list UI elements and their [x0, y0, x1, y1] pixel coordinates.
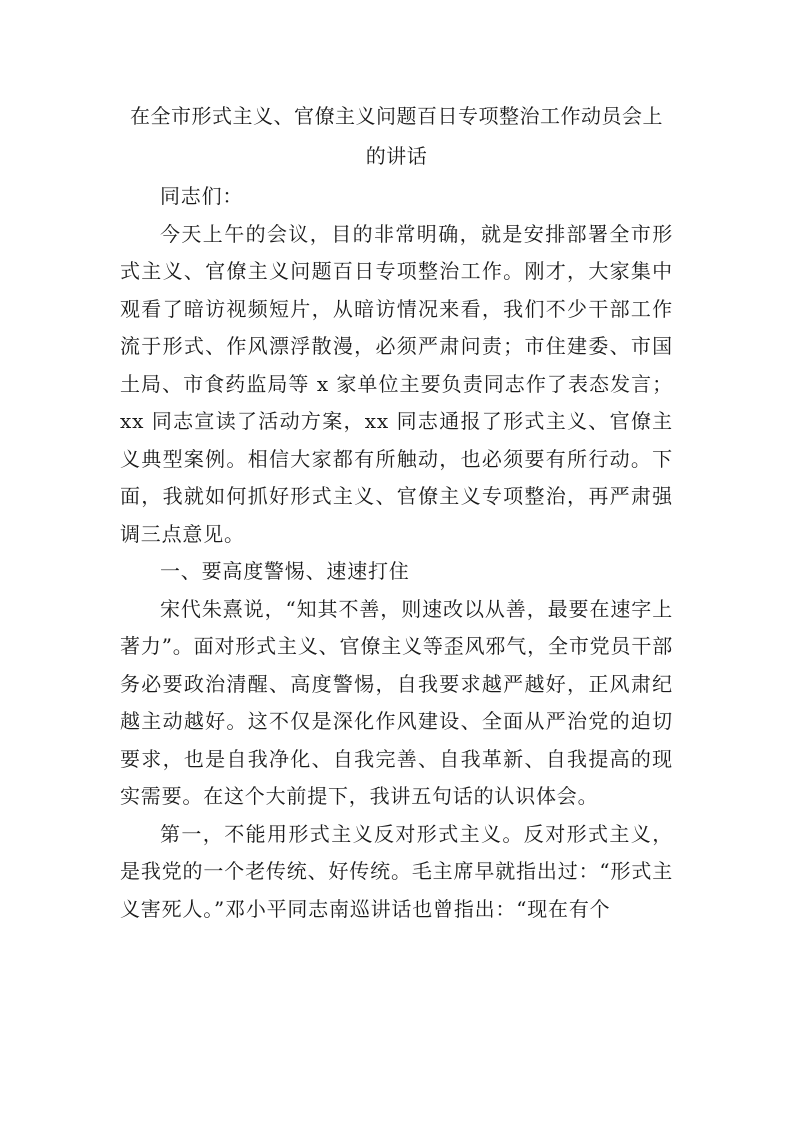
document-page — [120, 96, 673, 928]
paragraph-intro: 今天上午的会议，目的非常明确，就是安排部署全市形式主义、官僚主义问题百日专项整治工作。刚才，大家集中观看了暗访视频短片，从暗访情况来看，我们不少干部工作流于形式、作风漂浮散漫，必须严肃问责；市住建委、市国土局、市食药监局等 x 家单位主要负责同志作了表态发言；xx 同志宣读了活动方案，xx 同志通报了形式主义、官僚主义典型案例。相信大家都有所触动，也必须要有所行动。下面，我就如何抓好形式主义、官僚主义专项整治，再严肃强调三点意见。 — [120, 221, 673, 546]
paragraph-point-1: 第一，不能用形式主义反对形式主义。反对形式主义，是我党的一个老传统、好传统。毛主席早就指出过：“形式主义害死人。”邓小平同志南巡讲话也曾指出：“现在有个 — [120, 821, 673, 921]
section-heading-1: 一、要高度警惕、速速打住 — [160, 559, 410, 583]
salutation: 同志们： — [160, 184, 244, 208]
paragraph-section-1: 宋代朱熹说，“知其不善，则速改以从善，最要在速字上著力”。面对形式主义、官僚主义等歪风邪气，全市党员干部务必要政治清醒、高度警惕，自我要求越严越好，正风肃纪越主动越好。这不仅是深化作风建设、全面从严治党的迫切要求，也是自我净化、自我完善、自我革新、自我提高的现实需要。在这个大前提下，我讲五句话的认识体会。 — [120, 596, 673, 808]
document-title: 在全市形式主义、官僚主义问题百日专项整治工作动员会上的讲话 — [130, 104, 663, 168]
